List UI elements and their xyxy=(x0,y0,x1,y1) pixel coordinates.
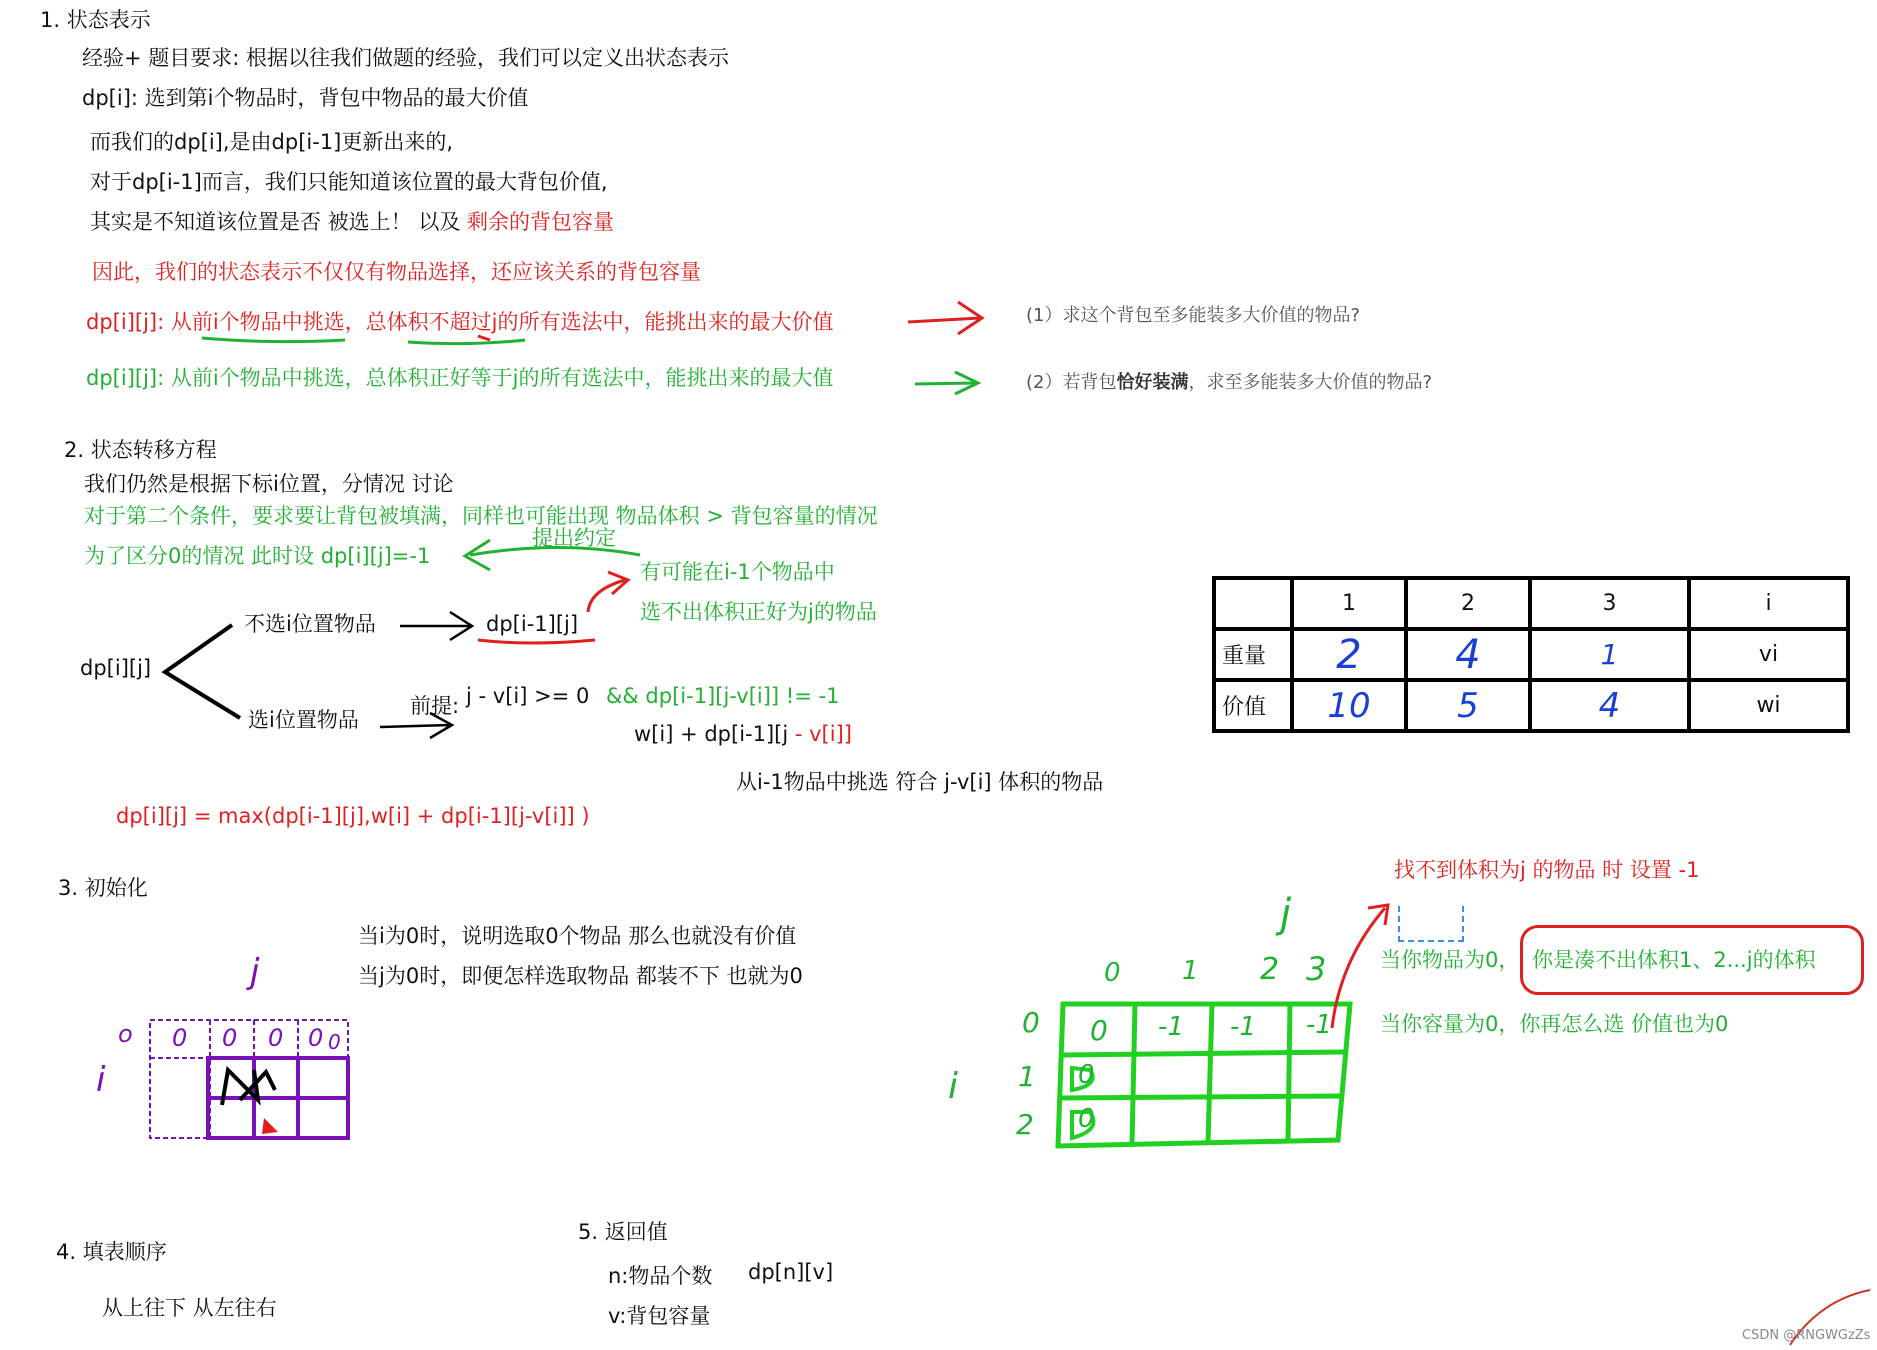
right-grid-col0-cell: 0 xyxy=(1078,1060,1095,1090)
premise-label: 前提: xyxy=(410,694,460,718)
section-2-heading: 2. 状态转移方程 xyxy=(64,438,217,462)
sec1-line3: 而我们的dp[i],是由dp[i-1]更新出来的, xyxy=(90,130,454,154)
right-grid-cell: -1 xyxy=(1230,1012,1256,1042)
left-grid-j-label: j xyxy=(250,952,260,992)
right-grid-cell: -1 xyxy=(1158,1012,1184,1042)
init-line2: 当j为0时，即便怎样选取物品 都装不下 也就为0 xyxy=(358,964,803,988)
left-grid-cell: 0 xyxy=(308,1024,324,1052)
value-value-generic: wi xyxy=(1689,680,1848,731)
branch-not-select-result: dp[i-1][j] xyxy=(486,612,579,636)
dashed-selection-box xyxy=(1398,906,1464,942)
tree-root: dp[i][j] xyxy=(80,656,152,680)
question-1: (1）求这个背包至多能装多大价值的物品? xyxy=(1026,305,1361,326)
branch-not-select: 不选i位置物品 xyxy=(244,612,376,636)
init-line1: 当i为0时，说明选取0个物品 那么也就没有价值 xyxy=(358,924,797,948)
definition-not-exceed: dp[i][j]: 从前i个物品中挑选，总体积不超过j的所有选法中，能挑出来的最大价值 xyxy=(86,310,834,334)
value-value: 4 xyxy=(1598,685,1621,726)
right-grid-i-label: i xyxy=(948,1066,959,1107)
item-table-header-cell: i xyxy=(1689,578,1848,629)
weight-value: 4 xyxy=(1455,631,1481,678)
sec1-line1: 经验+ 题目要求: 根据以往我们做题的经验，我们可以定义出状态表示 xyxy=(82,46,730,70)
sec1-line5-text: 其实是不知道该位置是否 被选上！ 以及 xyxy=(90,210,468,234)
item-table-row-weight xyxy=(1214,629,1848,680)
return-n: n:物品个数 xyxy=(608,1264,713,1288)
sec1-line4: 对于dp[i-1]而言，我们只能知道该位置的最大背包价值, xyxy=(90,170,608,194)
question-2-prefix: (2）若背包 xyxy=(1026,372,1117,393)
weight-value: 1 xyxy=(1600,638,1619,671)
right-grid-col-label: 3 xyxy=(1306,950,1327,988)
condition-volume: j - v[i] >= 0 xyxy=(466,684,590,708)
right-grid-col-label: 1 xyxy=(1182,956,1199,986)
right-grid-cell: -1 xyxy=(1306,1010,1332,1040)
section-4-heading: 4. 填表顺序 xyxy=(56,1240,167,1264)
select-value xyxy=(634,722,852,747)
item-table-row-value xyxy=(1214,680,1848,731)
sec1-conclusion: 因此，我们的状态表示不仅仅有物品选择，还应该关系的背包容量 xyxy=(92,260,701,284)
left-grid-row0-label: o xyxy=(118,1020,133,1048)
left-grid-cell: 0 xyxy=(222,1024,238,1052)
watermark: CSDN @RNGWGzZs xyxy=(1742,1328,1871,1343)
possible-line2: 选不出体积正好为j的物品 xyxy=(640,600,877,624)
branch-select: 选i位置物品 xyxy=(248,708,359,732)
sec2-line1: 我们仍然是根据下标i位置，分情况 讨论 xyxy=(84,472,454,496)
item-table-corner xyxy=(1214,578,1292,629)
right-grid-col-label: 2 xyxy=(1260,952,1280,987)
right-grid-j-label: j xyxy=(1280,891,1292,937)
item-table-row-label: 价值 xyxy=(1214,680,1292,731)
section-5-heading: 5. 返回值 xyxy=(578,1220,668,1244)
left-grid-cell: 0 xyxy=(268,1024,284,1052)
note-zero-capacity: 当你容量为0，你再怎么选 价值也为0 xyxy=(1380,1012,1729,1036)
sec1-line5 xyxy=(90,210,614,235)
question-2-emphasis: 恰好装满 xyxy=(1116,372,1189,393)
right-grid-cell: 0 xyxy=(1090,1014,1108,1047)
item-table-row-label: 重量 xyxy=(1214,629,1292,680)
section-1-heading: 1. 状态表示 xyxy=(40,8,151,32)
transition-formula: dp[i][j] = max(dp[i-1][j],w[i] + dp[i-1][j-v[i]] ) xyxy=(116,804,590,828)
select-value-main: w[i] + dp[i-1][j xyxy=(634,722,789,746)
section-3-heading: 3. 初始化 xyxy=(58,876,148,900)
question-2-suffix: ，求至多能装多大价值的物品? xyxy=(1188,372,1433,393)
return-dp: dp[n][v] xyxy=(748,1260,834,1284)
sec2-green-line1: 对于第二个条件，要求要让背包被填满，同样也可能出现 物品体积 > 背包容量的情况 xyxy=(84,504,878,528)
sec1-line2: dp[i]: 选到第i个物品时，背包中物品的最大价值 xyxy=(82,86,529,110)
item-table-header-cell: 2 xyxy=(1406,578,1530,629)
left-grid-cell: 0 xyxy=(172,1024,188,1052)
sec2-green-line2: 为了区分0的情况 此时设 dp[i][j]=-1 xyxy=(84,544,431,568)
right-grid-row-label: 2 xyxy=(1016,1108,1034,1141)
possible-line1: 有可能在i-1个物品中 xyxy=(640,560,835,584)
note-cannot-fill: 你是凑不出体积1、2...j的体积 xyxy=(1532,948,1816,972)
right-grid-col0-cell: 0 xyxy=(1078,1104,1095,1134)
note-zero-items: 当你物品为0， xyxy=(1380,948,1520,972)
value-value: 5 xyxy=(1457,685,1479,726)
select-value-red: - v[i]] xyxy=(788,722,852,746)
weight-value-generic: vi xyxy=(1689,629,1848,680)
left-grid-i-label: i xyxy=(96,1060,106,1100)
right-grid-row-label: 1 xyxy=(1018,1060,1036,1093)
left-grid-cell: 0 xyxy=(328,1030,341,1054)
fill-order: 从上往下 从左往右 xyxy=(102,1296,277,1320)
condition-valid: && dp[i-1][j-v[i]] != -1 xyxy=(606,684,840,708)
weight-value: 2 xyxy=(1336,631,1362,678)
right-grid-row-label: 0 xyxy=(1022,1006,1040,1039)
convention-label: 提出约定 xyxy=(532,526,616,550)
right-grid-col-label: 0 xyxy=(1104,958,1121,988)
item-table-header-cell: 1 xyxy=(1292,578,1406,629)
item-table xyxy=(1212,576,1850,733)
value-value: 10 xyxy=(1327,685,1371,726)
return-v: v:背包容量 xyxy=(608,1304,711,1328)
question-2 xyxy=(1026,372,1432,394)
definition-exactly-equal: dp[i][j]: 从前i个物品中挑选，总体积正好等于j的所有选法中，能挑出来的最大值 xyxy=(86,366,834,390)
note-set-minus-one: 找不到体积为j 的物品 时 设置 -1 xyxy=(1394,858,1700,882)
from-previous-note: 从i-1物品中挑选 符合 j-v[i] 体积的物品 xyxy=(736,770,1104,794)
sec1-line5-highlight: 剩余的背包容量 xyxy=(467,210,615,234)
item-table-header-row xyxy=(1214,578,1848,629)
item-table-header-cell: 3 xyxy=(1530,578,1689,629)
